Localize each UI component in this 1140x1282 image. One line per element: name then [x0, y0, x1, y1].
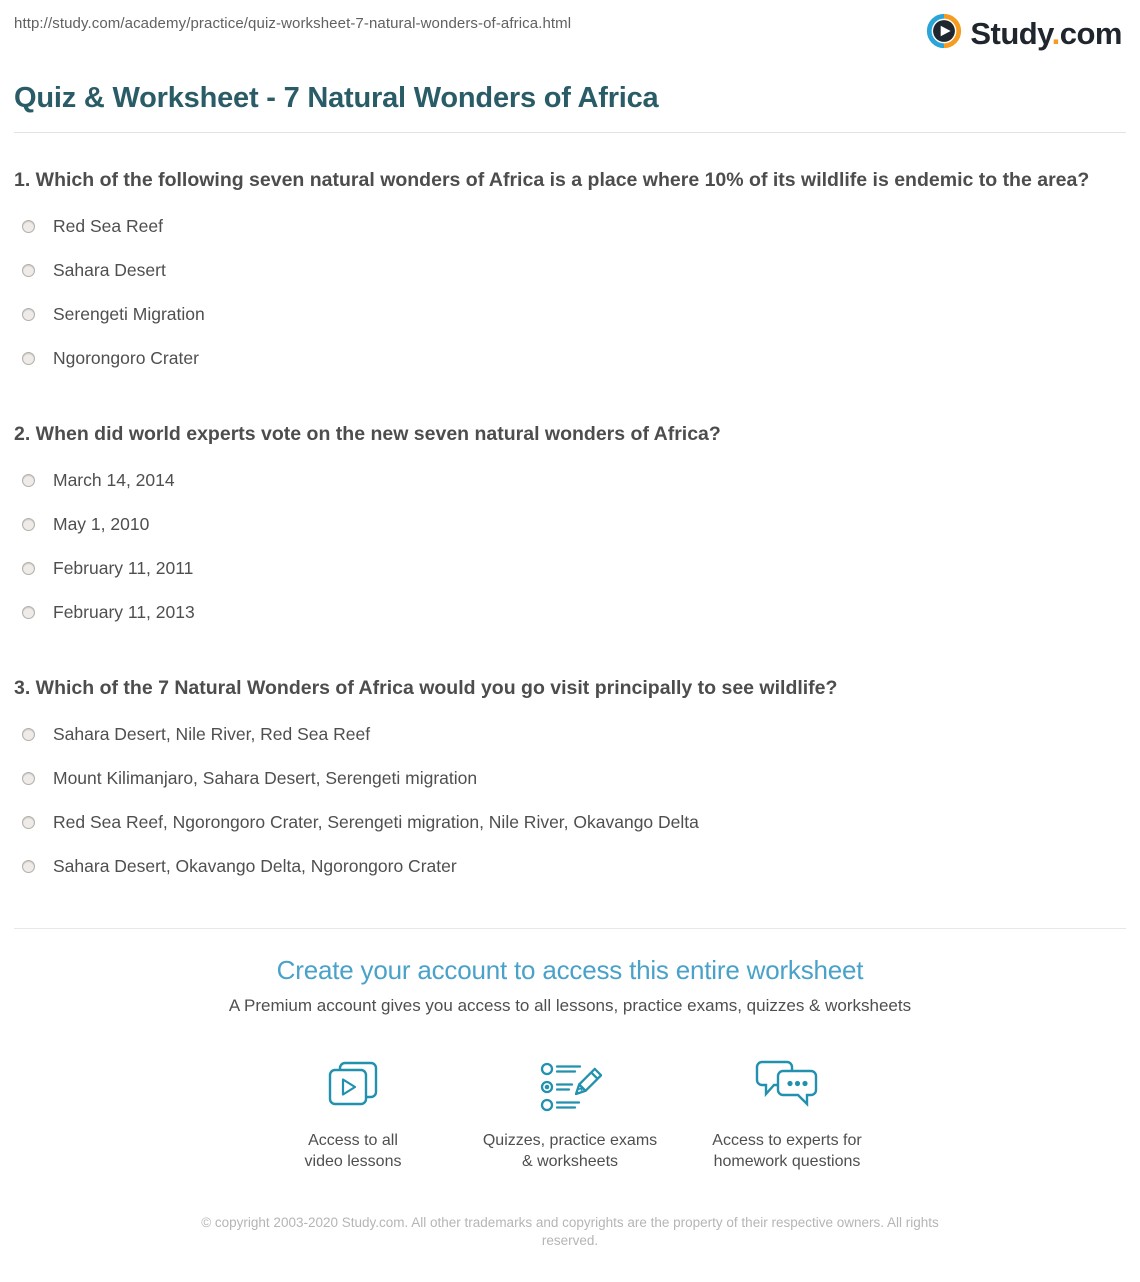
answer-option-label: Ngorongoro Crater [53, 348, 199, 368]
logo-dot: . [1051, 16, 1060, 51]
radio-button[interactable] [22, 562, 35, 575]
answer-option-label: February 11, 2013 [53, 602, 195, 622]
radio-button[interactable] [22, 860, 35, 873]
radio-button[interactable] [22, 220, 35, 233]
answer-option-label: Serengeti Migration [53, 304, 205, 324]
cta-subtitle: A Premium account gives you access to all lessons, practice exams, quizzes & worksheets [228, 996, 912, 1015]
quizzes-worksheets-icon [462, 1058, 679, 1116]
features-row [14, 1058, 1126, 1172]
options-list [14, 214, 1126, 370]
question-1 [14, 166, 1126, 370]
answer-option[interactable] [14, 600, 1126, 624]
radio-button[interactable] [22, 308, 35, 321]
radio-button[interactable] [22, 352, 35, 365]
feature-label-line1: Access to experts for [712, 1132, 862, 1149]
video-lessons-icon [245, 1058, 462, 1116]
header [0, 0, 1140, 55]
copyright-line1: © copyright 2003-2020 Study.com. All other trademarks and copyrights are the property of their respective owners. All rights [201, 1215, 939, 1230]
answer-option-label: February 11, 2011 [53, 558, 194, 578]
logo-text [970, 18, 1122, 49]
cta-title: Create your account to access this entire worksheet [276, 955, 864, 985]
answer-option-label: May 1, 2010 [53, 514, 150, 534]
radio-button[interactable] [22, 518, 35, 531]
answer-option[interactable] [14, 722, 1126, 746]
feature-video-lessons [245, 1058, 462, 1172]
radio-button[interactable] [22, 474, 35, 487]
cta-section [14, 928, 1126, 1172]
feature-label-line2: video lessons [304, 1153, 402, 1170]
radio-button[interactable] [22, 816, 35, 829]
question-text: 1. Which of the following seven natural wonders of Africa is a place where 10% of its wildlife is endemic to the area? [14, 169, 1090, 191]
answer-option-label: Red Sea Reef, Ngorongoro Crater, Serengeti migration, Nile River, Okavango Delta [53, 812, 699, 832]
radio-button[interactable] [22, 606, 35, 619]
copyright-line2: reserved. [541, 1233, 599, 1248]
page-url: http://study.com/academy/practice/quiz-worksheet-7-natural-wonders-of-africa.html [14, 15, 572, 32]
feature-label-line2: & worksheets [521, 1153, 619, 1170]
page-title: Quiz & Worksheet - 7 Natural Wonders of Africa [14, 82, 659, 114]
question-text: 3. Which of the 7 Natural Wonders of Africa would you go visit principally to see wildlife? [14, 677, 838, 699]
feature-label-line2: homework questions [713, 1153, 861, 1170]
main-content [0, 82, 1140, 1282]
answer-option-label: Sahara Desert [53, 260, 166, 280]
radio-button[interactable] [22, 728, 35, 741]
feature-label [679, 1130, 896, 1172]
options-list [14, 468, 1126, 624]
title-divider [14, 132, 1126, 133]
studycom-logo[interactable] [925, 12, 1122, 55]
question-3 [14, 674, 1126, 878]
answer-option[interactable] [14, 302, 1126, 326]
question-2 [14, 420, 1126, 624]
feature-label-line1: Access to all [308, 1132, 398, 1149]
logo-com: com [1059, 16, 1122, 51]
answer-option[interactable] [14, 512, 1126, 536]
feature-label-line1: Quizzes, practice exams [482, 1132, 658, 1149]
copyright-notice [200, 1214, 940, 1282]
answer-option[interactable] [14, 468, 1126, 492]
answer-option[interactable] [14, 258, 1126, 282]
options-list [14, 722, 1126, 878]
answer-option-label: Sahara Desert, Nile River, Red Sea Reef [53, 724, 371, 744]
answer-option[interactable] [14, 810, 1126, 834]
radio-button[interactable] [22, 772, 35, 785]
logo-study: Study [970, 16, 1052, 51]
answer-option-label: March 14, 2014 [53, 470, 175, 490]
answer-option[interactable] [14, 556, 1126, 580]
feature-expert-help [679, 1058, 896, 1172]
answer-option-label: Red Sea Reef [53, 216, 163, 236]
answer-option[interactable] [14, 854, 1126, 878]
answer-option-label: Mount Kilimanjaro, Sahara Desert, Serengeti migration [53, 768, 478, 788]
answer-option-label: Sahara Desert, Okavango Delta, Ngorongoro Crater [53, 856, 457, 876]
feature-quizzes-worksheets [462, 1058, 679, 1172]
feature-label [462, 1130, 679, 1172]
feature-label [245, 1130, 462, 1172]
chat-experts-icon [679, 1058, 896, 1116]
answer-option[interactable] [14, 766, 1126, 790]
answer-option[interactable] [14, 214, 1126, 238]
question-text: 2. When did world experts vote on the new seven natural wonders of Africa? [14, 423, 721, 445]
play-circle-logo-icon [925, 12, 963, 55]
radio-button[interactable] [22, 264, 35, 277]
answer-option[interactable] [14, 346, 1126, 370]
